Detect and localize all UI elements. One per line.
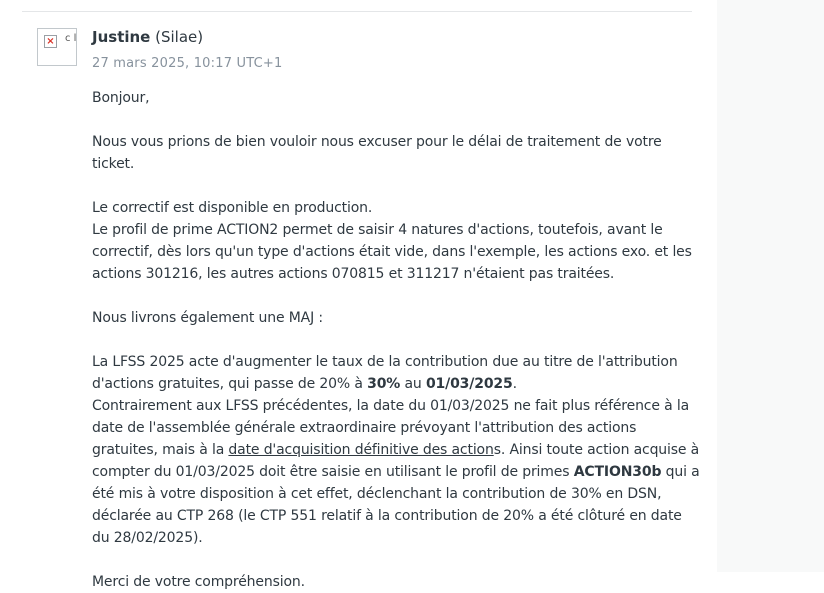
comment-divider (22, 11, 692, 12)
greeting-paragraph: Bonjour, (92, 90, 150, 106)
lfss-date: 01/03/2025 (425, 376, 513, 392)
action30b-profile: ACTION30b (573, 464, 662, 480)
closing-paragraph: Merci de votre compréhension. (92, 574, 305, 590)
author-organization: (Silae) (155, 28, 204, 46)
maj-intro-paragraph: Nous livrons également une MAJ : (92, 310, 323, 326)
contrary-paragraph: Contrairement aux LFSS précédentes, la date du 01/03/2025 ne fait plus référence à la date de l'assemblée générale extraordinaire prévoyant l'attribution des actions gratuites, mais à la date d'acquisition définitive des actions. Ainsi toute action acquise à compter du 01/03/2025 doit être saisie en utilisant le profil de primes ACTION30b qui a été mis à votre disposition à cet effet, déclenchant la contribution de 30% en DSN, déclarée au CTP 268 (le CTP 551 relatif à la contribution de 20% a été clôturé en date du 28/02/2025). (92, 398, 700, 546)
comment-author (92, 27, 203, 47)
comment-timestamp: 27 mars 2025, 10:17 UTC+1 (92, 56, 283, 71)
author-name[interactable]: Justine (92, 28, 151, 46)
acquisition-date-link[interactable]: date d'acquisition définitive des action (228, 442, 494, 458)
comment-body (92, 87, 702, 593)
fix-details-paragraph: Le profil de prime ACTION2 permet de saisir 4 natures d'actions, toutefois, avant le correctif, dès lors qu'un type d'actions était vide, dans l'exemple, les actions exo. et les actions 301216, les autres actions 070815 et 311217 n'étaient pas traitées. (92, 222, 692, 282)
lfss-rate: 30% (367, 376, 401, 392)
right-sidebar-panel (717, 0, 824, 572)
fix-available-paragraph: Le correctif est disponible en production. (92, 200, 373, 216)
avatar (37, 28, 77, 66)
lfss-paragraph: La LFSS 2025 acte d'augmenter le taux de la contribution due au titre de l'attribution d'actions gratuites, qui passe de 20% à 30% au 01/03/2025. (92, 354, 678, 392)
avatar-alt-text: c l (65, 33, 77, 44)
broken-image-icon: × (44, 35, 57, 48)
apology-paragraph: Nous vous prions de bien vouloir nous excuser pour le délai de traitement de votre ticket. (92, 134, 662, 172)
